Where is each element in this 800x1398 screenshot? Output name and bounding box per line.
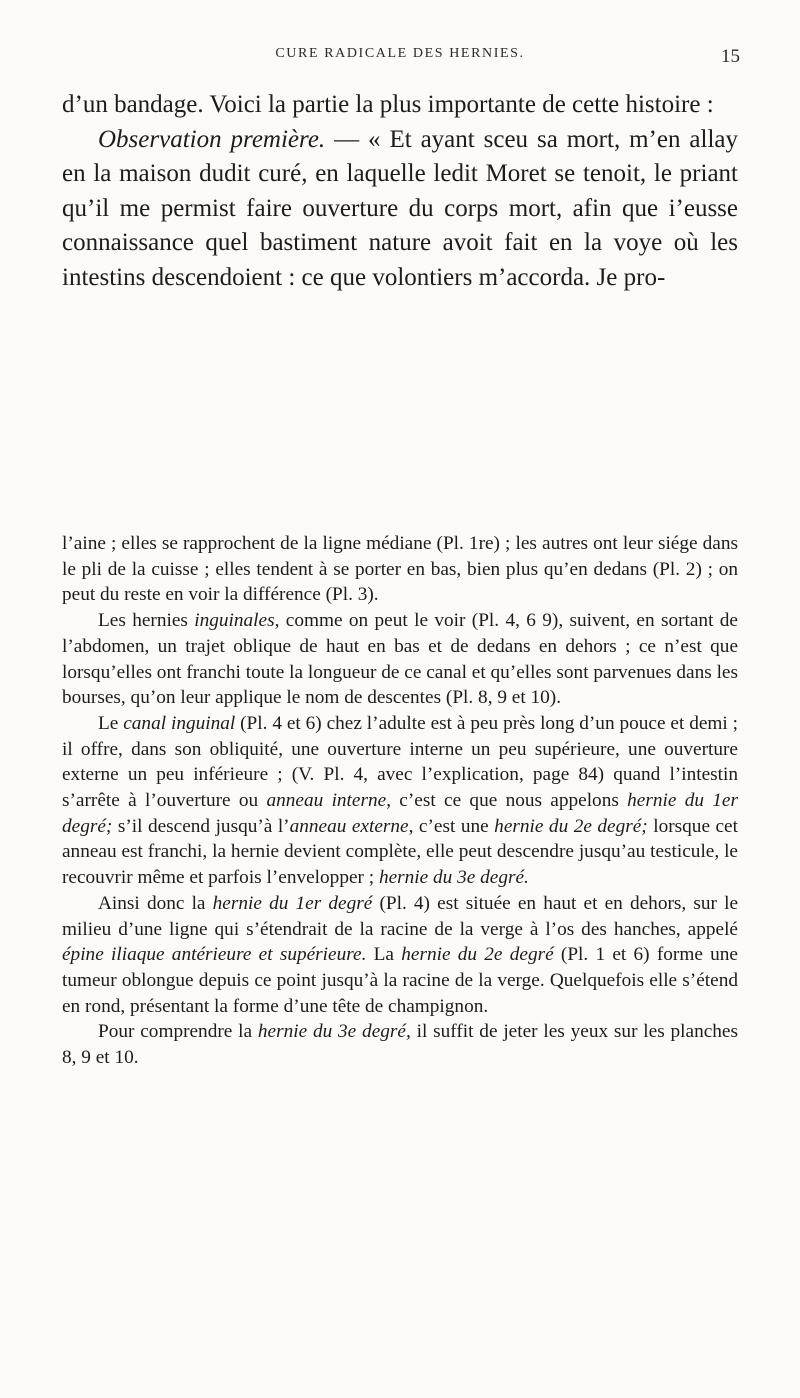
- paragraph: [62, 608, 738, 711]
- text-run: (Pl. 4) est située en haut et en dehors, sur le milieu d’une ligne qui s’étendrait de la racine de la verge à l’os des hanches, appelé: [62, 892, 739, 940]
- quoted-text-block: [62, 88, 738, 296]
- text-run: Les hernies: [98, 610, 195, 632]
- italic-term: inguinales: [194, 610, 275, 632]
- paragraph: [62, 1019, 738, 1070]
- italic-term: hernie du 2e degré;: [494, 815, 648, 837]
- italic-term: hernie du 1er degré: [212, 892, 373, 914]
- text-run: , c’est une: [408, 815, 495, 837]
- text-run: d’un bandage. Voici la partie la plus importante de cette histoire :: [62, 91, 714, 118]
- text-run: lorsque cet anneau est franchi, la hernie devient complète, elle peut descendre jusqu’au testicule, le recouvrir même et parfois l’envelopper ;: [62, 815, 738, 889]
- text-run: il suffit de jeter les yeux sur les planches 8, 9 et 10.: [62, 1021, 738, 1069]
- running-title: CURE RADICALE DES HERNIES.: [275, 46, 525, 61]
- italic-term: hernie du 2e degré: [401, 944, 554, 966]
- text-run: Pour comprendre la: [98, 1021, 258, 1043]
- paragraph: [62, 891, 738, 1020]
- italic-term: anneau externe: [289, 815, 409, 837]
- text-run: (Pl. 1 et 6) forme une tumeur oblongue depuis ce point jusqu’à la racine de la verge. Quelquefois elle s’étend en rond, présentant la forme d’une tête de champignon.: [62, 944, 738, 1017]
- paragraph-observation: [62, 123, 738, 296]
- text-run: Le: [98, 712, 124, 734]
- paragraph: [62, 88, 738, 123]
- text-run: , c’est ce que nous appelons: [386, 790, 628, 812]
- main-text-block: [62, 531, 738, 1071]
- text-run: — « Et ayant sceu sa mort, m’en allay en la maison dudit curé, en laquelle ledit Moret se tenoit, le priant qu’il me permist faire ouverture du corps mort, afin que i’eusse connaissance quel bastiment nature avoit fait en la voye où les intestins descendoient : ce que volontiers m’accorda. Je pro-: [62, 125, 738, 291]
- text-run: s’il descend jusqu’à l’: [112, 815, 290, 837]
- paragraph: [62, 531, 738, 608]
- italic-term: canal inguinal: [123, 712, 236, 734]
- text-run: (Pl. 4 et 6) chez l’adulte est à peu près long d’un pouce et demi ; il offre, dans son obliquité, une ouverture interne un peu supérieure, une ouverture externe un peu inférieure ; (V. Pl. 4, avec l’explication, page 84) quand l’intestin s’arrête à l’ouverture ou: [62, 712, 738, 812]
- text-run: La: [366, 944, 402, 966]
- text-run: Ainsi donc la: [98, 892, 213, 914]
- italic-term: épine iliaque antérieure et supérieure.: [62, 944, 367, 966]
- italic-term: anneau interne: [266, 790, 387, 812]
- paragraph: [62, 711, 738, 891]
- text-run: , comme on peut le voir (Pl. 4, 6 9), suivent, en sortant de l’abdomen, un trajet oblique de haut en bas et de dedans en dehors ; ce n’est que lorsqu’elles ont franchi toute la longueur de ce canal et qu’elles sont parvenues dans les bourses, qu’on leur applique le nom de descentes (Pl. 8, 9 et 10).: [62, 610, 738, 709]
- italic-term: hernie du 1er degré;: [62, 790, 738, 837]
- running-head: [60, 46, 740, 70]
- italic-term: hernie du 3e degré,: [257, 1021, 411, 1043]
- observation-label: Observation première.: [98, 125, 326, 153]
- italic-term: hernie du 3e degré.: [378, 867, 529, 889]
- text-run: l’aine ; elles se rapprochent de la ligne médiane (Pl. 1re) ; les autres ont leur siége dans le pli de la cuisse ; elles tendent à se porter en bas, bien plus qu’en dedans (Pl. 2) ; on peut du reste en voir la différence (Pl. 3).: [62, 533, 738, 606]
- page-number: 15: [721, 46, 740, 67]
